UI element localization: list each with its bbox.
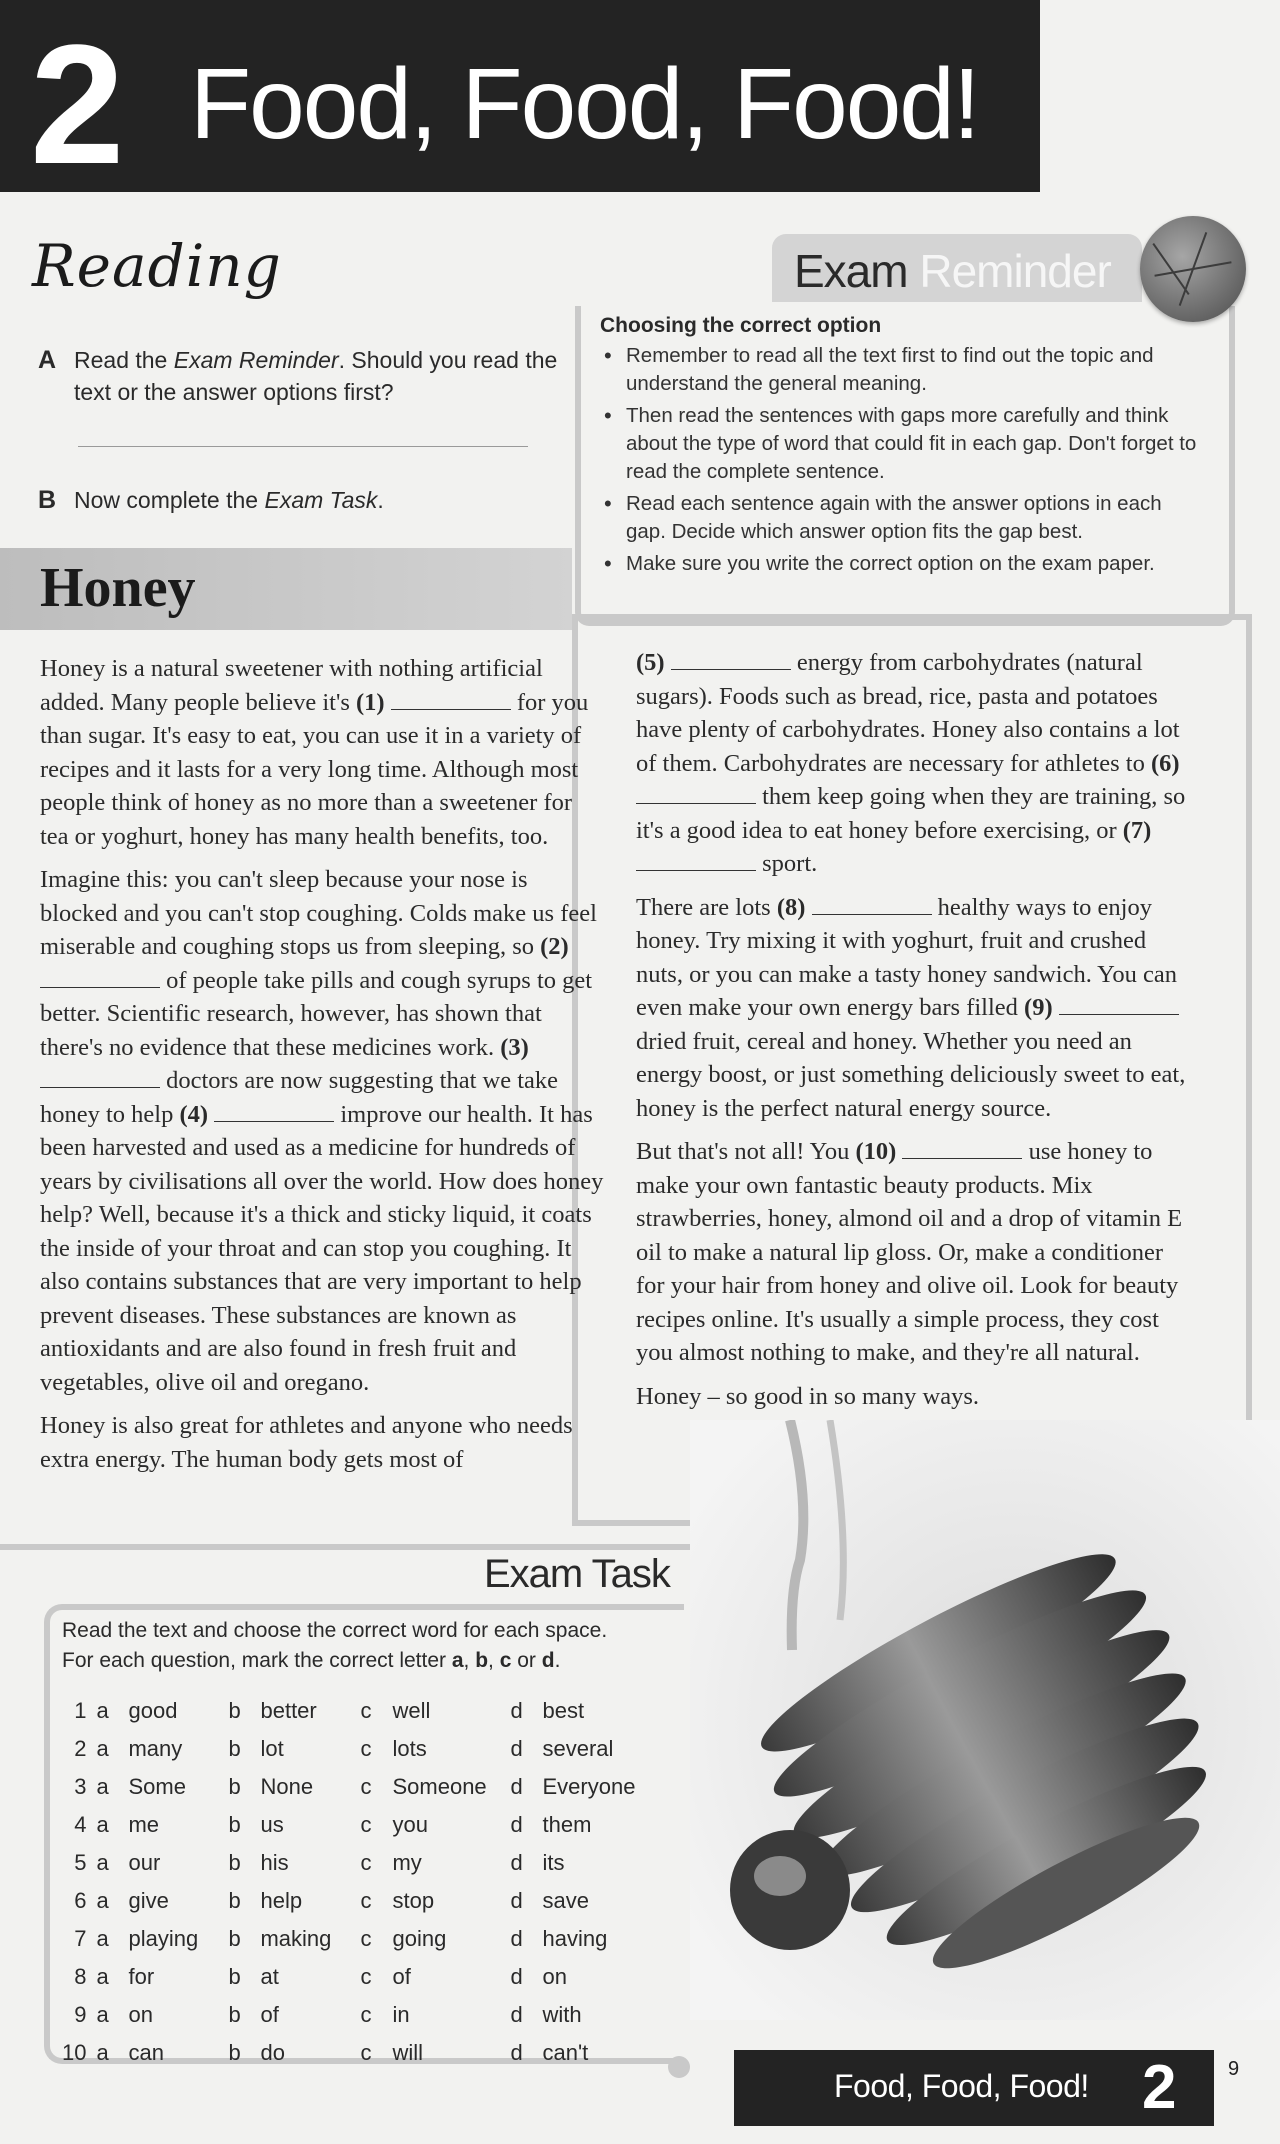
unit-title: Food, Food, Food!	[190, 48, 979, 160]
option-letter: a	[96, 1812, 109, 1837]
article-column-left	[40, 652, 606, 1486]
question-row	[62, 1844, 642, 1882]
option-word: us	[260, 1812, 284, 1837]
option-word: save	[542, 1888, 589, 1913]
footer-bar	[734, 2050, 1214, 2126]
option-letter: d	[510, 1698, 523, 1723]
option-letter: b	[228, 1850, 241, 1875]
option-word: making	[260, 1926, 332, 1951]
question-row	[62, 1692, 642, 1730]
option-letter: c	[360, 1774, 372, 1799]
option-word: do	[260, 2040, 285, 2065]
option-word: good	[128, 1698, 178, 1723]
question-row	[62, 1920, 642, 1958]
option-letter: c	[360, 2002, 372, 2027]
option-word: on	[128, 2002, 153, 2027]
option-letter: d	[510, 2002, 523, 2027]
task-b	[38, 484, 558, 516]
question-number: 8	[74, 1964, 87, 1989]
option-letter: b	[228, 1888, 241, 1913]
option-word: will	[392, 2040, 424, 2065]
task-b-letter: B	[38, 486, 57, 514]
option-word: give	[128, 1888, 169, 1913]
option-word: me	[128, 1812, 160, 1837]
exam-task-endcap	[668, 2056, 690, 2078]
reminder-bullet: • Read each sentence again with the answer options in each gap. Decide which answer option fits the gap best.	[600, 490, 1200, 546]
option-word: lots	[392, 1736, 427, 1761]
option-word: better	[260, 1698, 317, 1723]
exam-task-options	[62, 1692, 642, 2072]
option-letter: c	[360, 1964, 372, 1989]
option-word: stop	[392, 1888, 435, 1913]
question-number: 9	[74, 2002, 87, 2027]
task-b-text: Now complete the Exam Task.	[74, 487, 384, 513]
option-letter: c	[360, 1926, 372, 1951]
option-letter: d	[510, 1850, 523, 1875]
task-a-text: Read the Exam Reminder. Should you read the text or the answer options first?	[74, 347, 558, 405]
option-word: at	[260, 1964, 279, 1989]
option-word: many	[128, 1736, 183, 1761]
unit-number: 2	[30, 10, 119, 200]
option-word: my	[392, 1850, 422, 1875]
question-number: 2	[74, 1736, 87, 1761]
reminder-heading: Choosing the correct option	[600, 314, 882, 337]
option-letter: a	[96, 1850, 109, 1875]
task-a	[38, 344, 558, 408]
question-row	[62, 1882, 642, 1920]
option-word: you	[392, 1812, 428, 1837]
footer-title: Food, Food, Food!	[834, 2068, 1089, 2104]
article-paragraph: Honey is also great for athletes and anyone who needs extra energy. The human body gets most of	[40, 1412, 573, 1473]
option-letter: b	[228, 1926, 241, 1951]
question-number: 5	[74, 1850, 87, 1875]
exam-task-instructions: Read the text and choose the correct word for each space. For each question, mark the correct letter a, b, c or d.	[62, 1619, 608, 1672]
answer-line	[78, 446, 528, 447]
question-row	[62, 1768, 642, 1806]
option-word: can	[128, 2040, 164, 2065]
honey-dipper-photo	[690, 1420, 1280, 2020]
option-word: having	[542, 1926, 608, 1951]
option-letter: a	[96, 2002, 109, 2027]
article-paragraph: Imagine this: you can't sleep because your nose is blocked and you can't stop coughing. Colds make us feel miserable and coughing stops us from sleeping, so (2) of people take pills and cough syrups to get better. Scientific research, however, has shown that there's no evidence that these medicines work. (3) doctors are now suggesting that we take honey to help (4) improve our health. It has been harvested and used as a medicine for hundreds of years by civilisations all over the world. How does honey help? Well, because it's a thick and sticky liquid, it coats the inside of your throat and can stop you coughing. It also contains substances that are very important to help prevent diseases. These substances are known as antioxidants and are also found in fresh fruit and vegetables, olive oil and oregano.	[40, 866, 604, 1396]
option-word: its	[542, 1850, 565, 1875]
magnifier-seal-icon	[1140, 216, 1246, 322]
article-title-banner	[0, 548, 572, 630]
option-letter: d	[510, 1736, 523, 1761]
option-letter: d	[510, 1926, 523, 1951]
option-letter: b	[228, 1964, 241, 1989]
question-number: 6	[74, 1888, 87, 1913]
reminder-list	[600, 342, 1200, 582]
article-paragraph: Honey – so good in so many ways.	[636, 1382, 979, 1410]
page-number: 9	[1228, 2058, 1240, 2080]
option-letter: c	[360, 1850, 372, 1875]
option-letter: a	[96, 1964, 109, 1989]
option-letter: c	[360, 1736, 372, 1761]
reading-heading: Reading	[32, 232, 282, 300]
option-letter: d	[510, 1964, 523, 1989]
option-word: lot	[260, 1736, 284, 1761]
option-word: well	[392, 1698, 431, 1723]
option-letter: a	[96, 1698, 109, 1723]
article-paragraph: Honey is a natural sweetener with nothing artificial added. Many people believe it's (1) for you than sugar. It's easy to eat, you can use it in a variety of recipes and it lasts for a very long time. Although most people think of honey as no more than a sweetener for tea or yoghurt, honey has many health benefits, too.	[40, 655, 589, 850]
option-letter: c	[360, 1812, 372, 1837]
option-letter: a	[96, 1774, 109, 1799]
article-column-right	[636, 646, 1192, 1423]
option-word: with	[542, 2002, 582, 2027]
option-letter: b	[228, 1774, 241, 1799]
exam-reminder-title: Exam Reminder	[794, 245, 1111, 297]
question-number: 7	[74, 1926, 87, 1951]
option-word: of	[260, 2002, 279, 2027]
option-word: on	[542, 1964, 567, 1989]
option-letter: a	[96, 1888, 109, 1913]
option-letter: a	[96, 2040, 109, 2065]
question-row	[62, 1958, 642, 1996]
footer-unit-number: 2	[1142, 2053, 1177, 2122]
honey-dipper-illustration	[690, 1420, 1280, 2020]
option-word: going	[392, 1926, 447, 1951]
option-word: them	[542, 1812, 592, 1837]
option-word: for	[128, 1964, 155, 1989]
option-word: his	[260, 1850, 289, 1875]
option-word: our	[128, 1850, 161, 1875]
article-paragraph: (5) energy from carbohydrates (natural sugars). Foods such as bread, rice, pasta and potatoes have plenty of carbohydrates. Honey also contains a lot of them. Carbohydrates are necessary for athletes to (6) them keep going when they are training, so it's a good idea to eat honey before exercising, or (7) sport.	[636, 649, 1186, 877]
option-word: Someone	[392, 1774, 487, 1799]
question-number: 4	[74, 1812, 87, 1837]
option-word: of	[392, 1964, 411, 1989]
option-word: help	[260, 1888, 303, 1913]
question-number: 1	[74, 1698, 87, 1723]
question-number: 10	[62, 2040, 87, 2065]
question-number: 3	[74, 1774, 87, 1799]
reminder-bullet: • Then read the sentences with gaps more carefully and think about the type of word that could fit in each gap. Don't forget to read the complete sentence.	[600, 402, 1200, 486]
option-letter: b	[228, 2040, 241, 2065]
option-letter: c	[360, 2040, 372, 2065]
exam-reminder-tab	[772, 234, 1142, 302]
exam-task-title: Exam Task	[484, 1552, 670, 1596]
option-word: best	[542, 1698, 585, 1723]
option-letter: b	[228, 1812, 241, 1837]
option-letter: d	[510, 1812, 523, 1837]
option-word: None	[260, 1774, 314, 1799]
article-title: Honey	[40, 557, 196, 619]
option-word: Everyone	[542, 1774, 636, 1799]
option-letter: a	[96, 1736, 109, 1761]
task-a-letter: A	[38, 346, 57, 374]
option-word: can't	[542, 2040, 589, 2065]
question-row	[62, 1996, 642, 2034]
option-letter: d	[510, 1888, 523, 1913]
option-letter: d	[510, 2040, 523, 2065]
unit-header	[0, 0, 1040, 200]
option-letter: d	[510, 1774, 523, 1799]
article-paragraph: There are lots (8) healthy ways to enjoy honey. Try mixing it with yoghurt, fruit and crushed nuts, or you can make a tasty honey sandwich. You can even make your own energy bars filled (9) dried fruit, cereal and honey. Whether you need an energy boost, or just something deliciously sweet to eat, honey is the perfect natural energy source.	[636, 893, 1186, 1122]
option-word: in	[392, 2002, 410, 2027]
question-row	[62, 2034, 642, 2072]
option-letter: c	[360, 1698, 372, 1723]
option-letter: b	[228, 2002, 241, 2027]
option-letter: a	[96, 1926, 109, 1951]
reminder-bullet: • Remember to read all the text first to find out the topic and understand the general meaning.	[600, 342, 1200, 398]
option-word: playing	[128, 1926, 199, 1951]
question-row	[62, 1806, 642, 1844]
option-letter: b	[228, 1698, 241, 1723]
article-paragraph: But that's not all! You (10) use honey to make your own fantastic beauty products. Mix strawberries, honey, almond oil and a drop of vitamin E oil to make a natural lip gloss. Or, make a conditioner for your hair from honey and olive oil. Look for beauty recipes online. It's usually a simple process, they cost you almost nothing to make, and they're all natural.	[636, 1138, 1183, 1366]
question-row	[62, 1730, 642, 1768]
option-letter: b	[228, 1736, 241, 1761]
option-letter: c	[360, 1888, 372, 1913]
option-word: Some	[128, 1774, 186, 1799]
option-word: several	[542, 1736, 614, 1761]
reminder-bullet: • Make sure you write the correct option on the exam paper.	[600, 550, 1200, 578]
